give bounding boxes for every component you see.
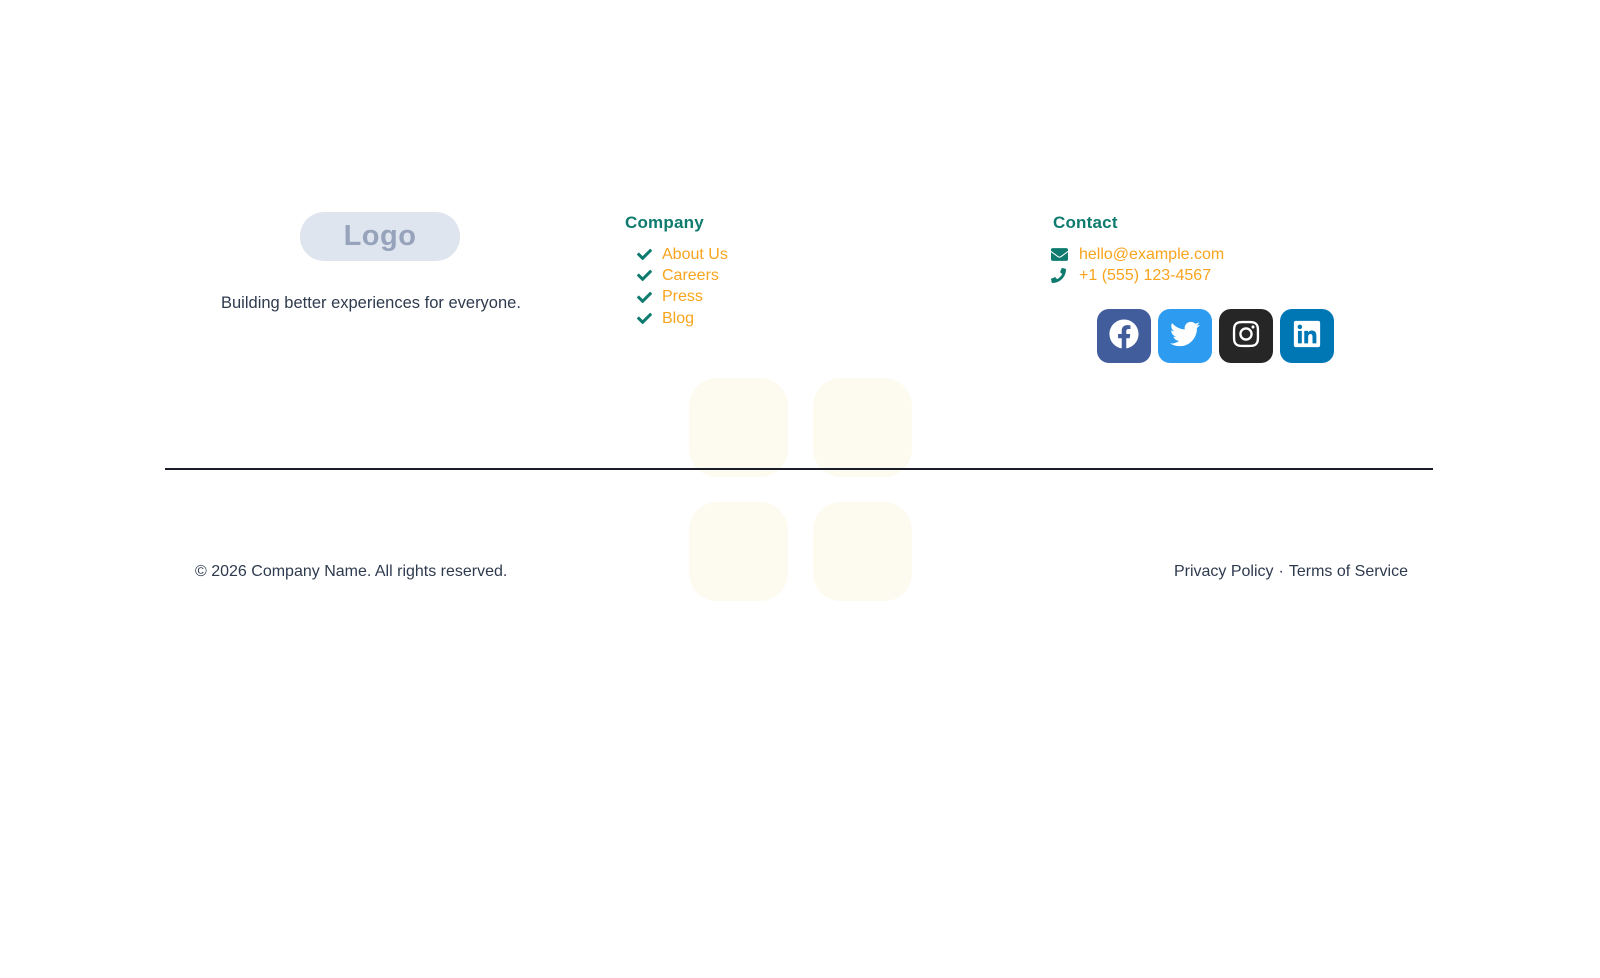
instagram-icon bbox=[1232, 319, 1260, 354]
social-links bbox=[1097, 309, 1334, 363]
contact-email-row[interactable] bbox=[1051, 244, 1224, 265]
check-icon bbox=[637, 311, 652, 326]
watermark-square bbox=[813, 502, 912, 601]
legal-links bbox=[1174, 563, 1408, 581]
check-icon bbox=[637, 247, 652, 262]
contact-phone-link[interactable]: +1 (555) 123-4567 bbox=[1079, 266, 1212, 284]
company-heading: Company bbox=[625, 213, 704, 232]
watermark-square bbox=[689, 378, 788, 477]
logo-text: Logo bbox=[343, 220, 417, 252]
contact-email-link[interactable]: hello@example.com bbox=[1079, 245, 1225, 263]
footer-link-about-us[interactable] bbox=[637, 244, 728, 265]
phone-icon bbox=[1051, 268, 1069, 283]
footer-link-label[interactable]: Careers bbox=[662, 266, 719, 284]
watermark-square bbox=[689, 502, 788, 601]
footer-link-blog[interactable] bbox=[637, 308, 728, 329]
twitter-icon bbox=[1170, 319, 1200, 354]
instagram-button[interactable] bbox=[1219, 309, 1273, 363]
brand-tagline: Building better experiences for everyone. bbox=[221, 294, 521, 312]
envelope-icon bbox=[1051, 246, 1069, 263]
footer-link-press[interactable] bbox=[637, 287, 728, 308]
linkedin-button[interactable] bbox=[1280, 309, 1334, 363]
footer-link-label[interactable]: Blog bbox=[662, 309, 695, 327]
footer-link-careers[interactable] bbox=[637, 265, 728, 286]
terms-of-service-link[interactable]: Terms of Service bbox=[1288, 563, 1408, 580]
watermark-square bbox=[813, 378, 912, 477]
company-links bbox=[637, 244, 728, 329]
copyright-text: © 2026 Company Name. All rights reserved. bbox=[195, 563, 508, 580]
facebook-icon bbox=[1109, 319, 1139, 354]
contact-heading: Contact bbox=[1053, 213, 1118, 232]
logo bbox=[300, 212, 460, 261]
twitter-button[interactable] bbox=[1158, 309, 1212, 363]
contact-list bbox=[1051, 244, 1224, 287]
linkedin-icon bbox=[1293, 319, 1321, 354]
privacy-policy-link[interactable]: Privacy Policy bbox=[1173, 563, 1274, 580]
check-icon bbox=[637, 268, 652, 283]
footer-link-label[interactable]: Press bbox=[662, 288, 703, 306]
legal-separator: · bbox=[1278, 563, 1284, 580]
facebook-button[interactable] bbox=[1097, 309, 1151, 363]
footer-link-label[interactable]: About Us bbox=[662, 245, 728, 263]
check-icon bbox=[637, 290, 652, 305]
footer-divider bbox=[165, 468, 1433, 470]
contact-phone-row[interactable] bbox=[1051, 265, 1224, 286]
